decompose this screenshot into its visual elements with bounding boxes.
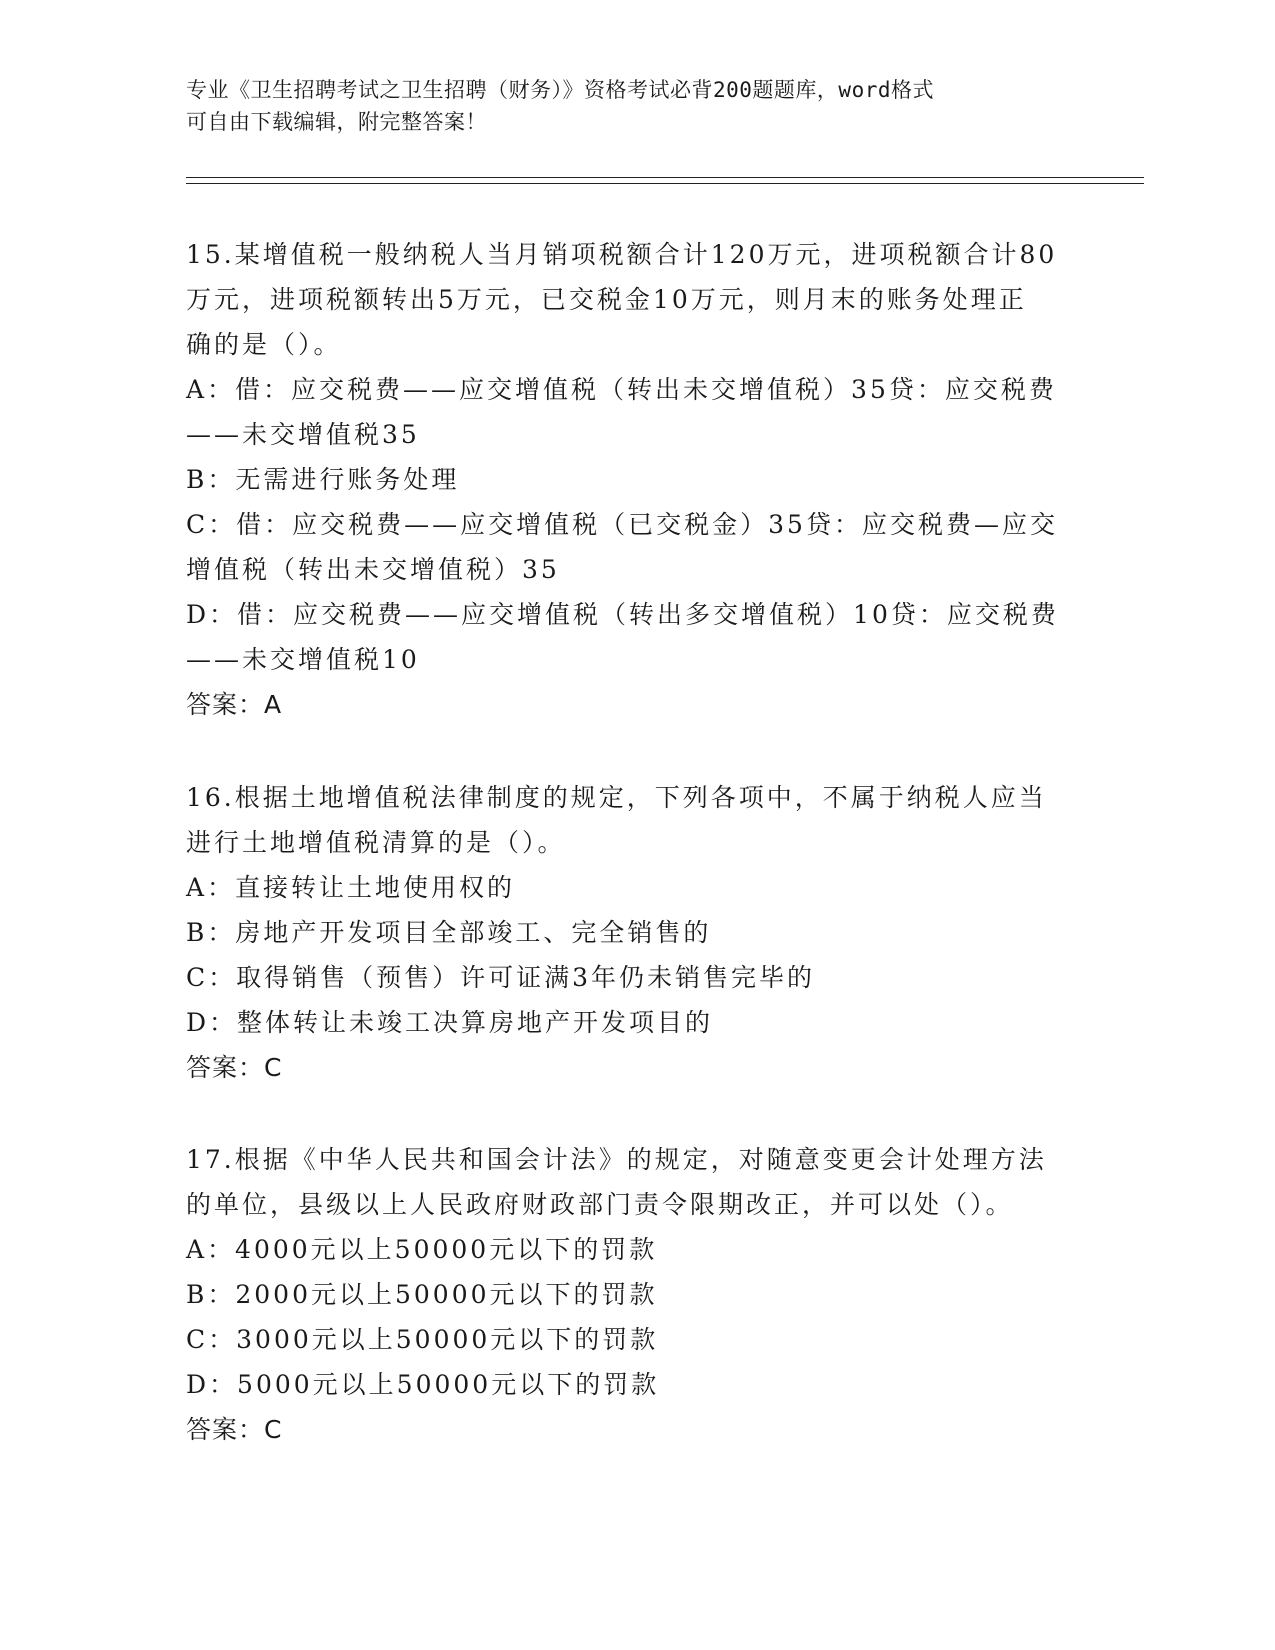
option-b: B：无需进行账务处理	[186, 465, 460, 494]
option-c: C：取得销售（预售）许可证满3年仍未销售完毕的	[186, 963, 816, 992]
option-a: A：借：应交税费——应交增值税（转出未交增值税）35贷：应交税费	[186, 375, 1057, 404]
option-c: C：3000元以上50000元以下的罚款	[186, 1325, 659, 1354]
question-16	[186, 775, 1086, 1090]
option-a: A：4000元以上50000元以下的罚款	[186, 1235, 658, 1264]
option-d: D：整体转让未竣工决算房地产开发项目的	[186, 1008, 714, 1037]
option-c: C：借：应交税费——应交增值税（已交税金）35贷：应交税费—应交	[186, 510, 1058, 539]
document-header	[186, 74, 1086, 138]
header-divider-top	[186, 177, 1144, 178]
option-a-continued: ——未交增值税35	[186, 420, 420, 449]
answer-line: 答案：C	[186, 1415, 283, 1444]
option-d: D：5000元以上50000元以下的罚款	[186, 1370, 660, 1399]
header-divider-bottom	[186, 183, 1144, 184]
question-15	[186, 232, 1086, 727]
option-a: A：直接转让土地使用权的	[186, 873, 516, 902]
answer-line: 答案：A	[186, 690, 283, 719]
header-line: 可自由下载编辑，附完整答案！	[186, 110, 487, 134]
question-stem-line: 万元，进项税额转出5万元，已交税金10万元，则月末的账务处理正	[186, 285, 1027, 314]
question-stem-line: 16.根据土地增值税法律制度的规定，下列各项中，不属于纳税人应当	[186, 783, 1047, 812]
header-line: 专业《卫生招聘考试之卫生招聘（财务）》资格考试必背200题题库，word格式	[186, 78, 934, 102]
option-b: B：2000元以上50000元以下的罚款	[186, 1280, 658, 1309]
option-b: B：房地产开发项目全部竣工、完全销售的	[186, 918, 712, 947]
option-d-continued: ——未交增值税10	[186, 645, 420, 674]
option-d: D：借：应交税费——应交增值税（转出多交增值税）10贷：应交税费	[186, 600, 1059, 629]
question-stem-line: 进行土地增值税清算的是（）。	[186, 828, 566, 857]
answer-line: 答案：C	[186, 1053, 283, 1082]
question-stem-line: 确的是（）。	[186, 330, 342, 359]
question-17	[186, 1137, 1086, 1452]
question-stem-line: 的单位，县级以上人民政府财政部门责令限期改正，并可以处（）。	[186, 1190, 1014, 1219]
option-c-continued: 增值税（转出未交增值税）35	[186, 555, 560, 584]
question-stem-line: 17.根据《中华人民共和国会计法》的规定，对随意变更会计处理方法	[186, 1145, 1047, 1174]
question-stem-line: 15.某增值税一般纳税人当月销项税额合计120万元，进项税额合计80	[186, 240, 1058, 269]
